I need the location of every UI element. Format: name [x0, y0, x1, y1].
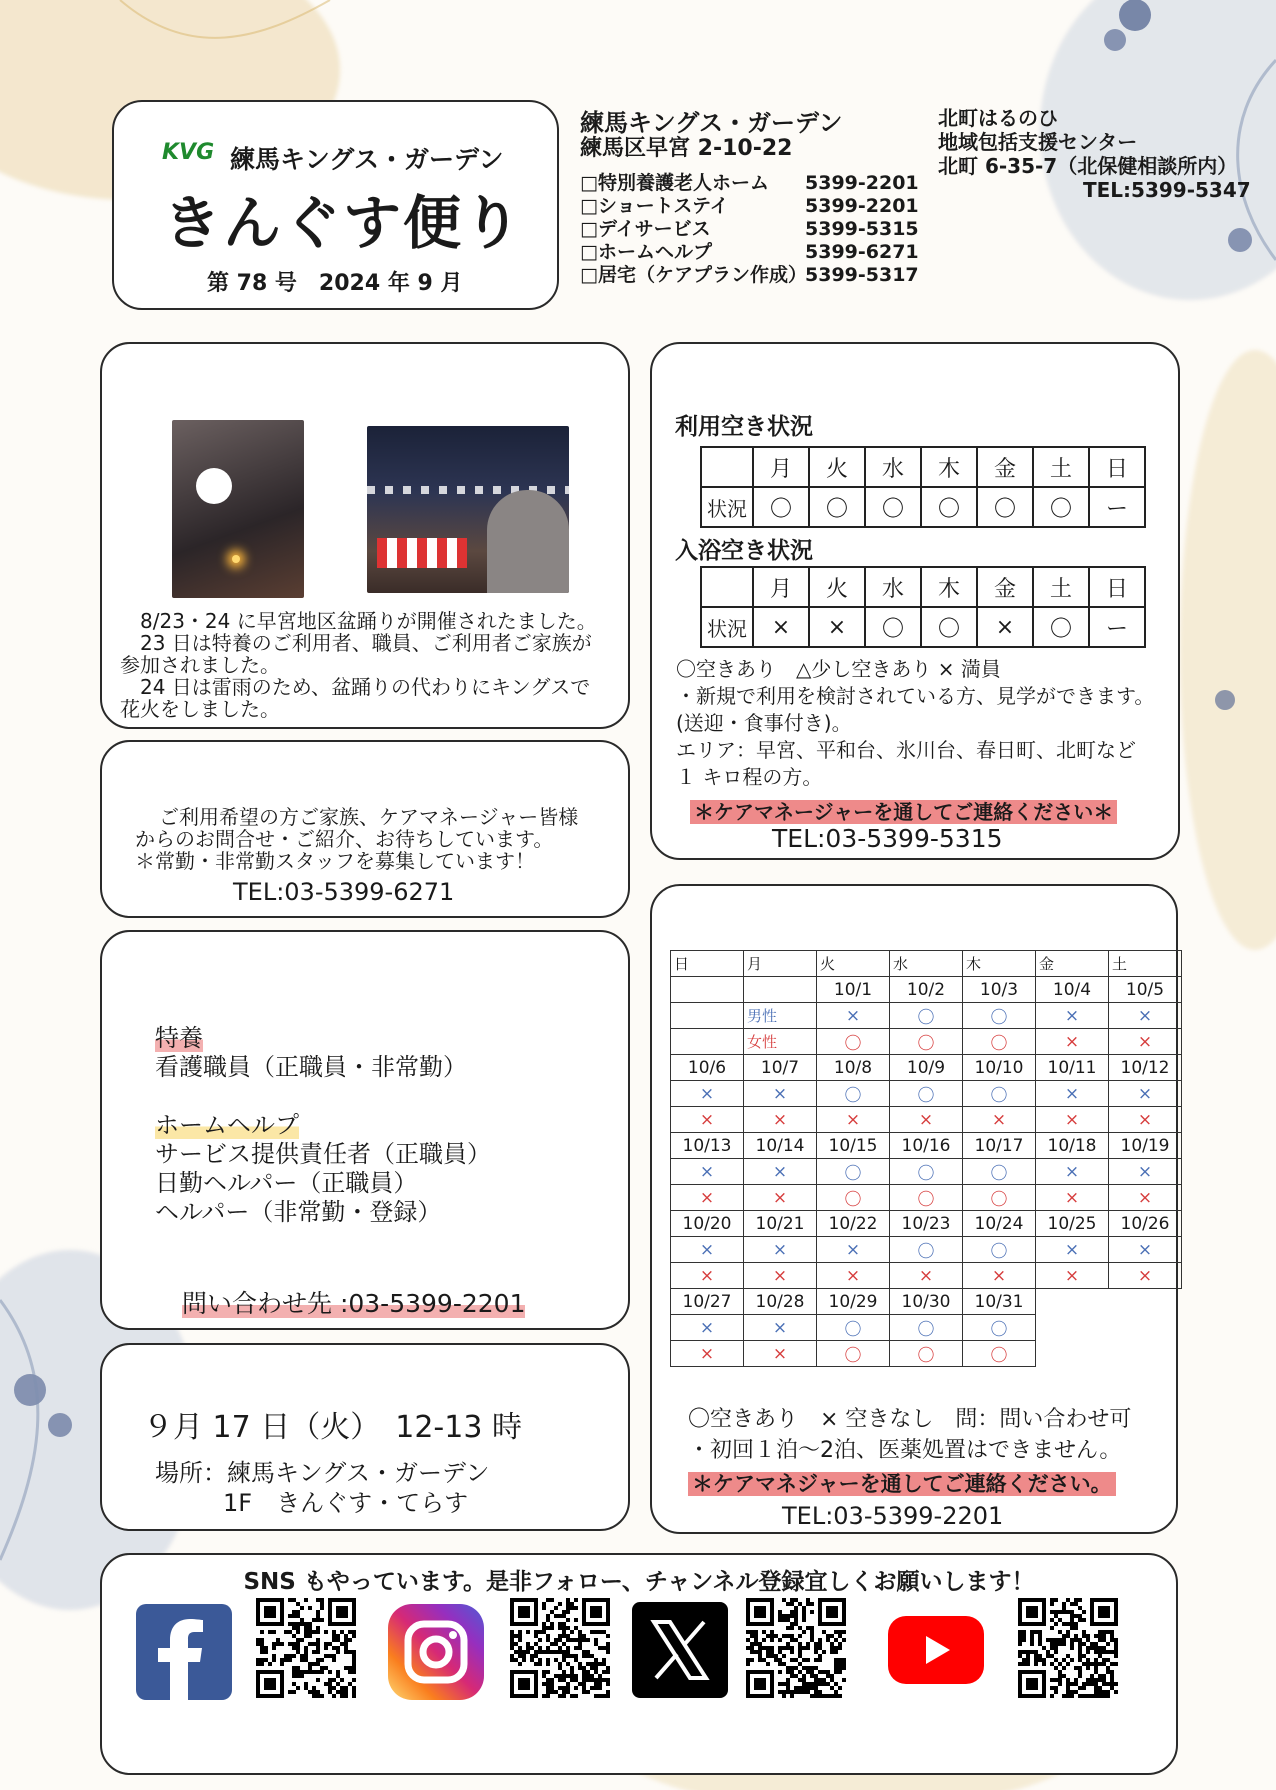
female-cell: × — [1036, 1185, 1109, 1211]
male-cell: × — [1036, 1237, 1109, 1263]
male-cell: × — [1036, 1003, 1109, 1029]
female-cell: × — [963, 1107, 1036, 1133]
bon-para-4: 24 日は雷雨のため、盆踊りの代わりにキングスで — [140, 675, 591, 699]
support-center — [938, 106, 1251, 202]
contact-lines — [580, 172, 919, 287]
male-cell: × — [671, 1237, 744, 1263]
date-cell: 10/14 — [744, 1133, 817, 1159]
date-cell: 10/15 — [817, 1133, 890, 1159]
male-row — [671, 1003, 1182, 1029]
female-cell: × — [1036, 1107, 1109, 1133]
bath-availability-label: 入浴空き状況 — [675, 538, 813, 564]
shortstay-calendar — [670, 950, 1182, 1367]
photo-festival — [367, 426, 569, 593]
contact-line-tel: 5399-5315 — [805, 218, 919, 240]
staff-heading-tokuyou: 特養 — [155, 1024, 203, 1052]
staff-item-manager: サービス提供責任者（正職員） — [155, 1140, 491, 1168]
day-legend: 〇空きあり △少し空きあり × 満員 — [676, 657, 1001, 681]
female-row — [671, 1263, 1182, 1289]
date-cell: 10/12 — [1109, 1055, 1182, 1081]
date-cell: 10/30 — [890, 1289, 963, 1315]
dayservice-notes — [676, 656, 1154, 791]
male-cell: × — [671, 1315, 744, 1341]
shortstay-notes — [688, 1404, 1131, 1466]
female-cell: × — [744, 1263, 817, 1289]
female-cell: × — [817, 1263, 890, 1289]
contact-address: 練馬区早宮 2-10-22 — [580, 136, 793, 161]
org-name: 練馬キングス・ガーデン — [230, 145, 504, 174]
date-cell: 10/16 — [890, 1133, 963, 1159]
date-cell: 10/18 — [1036, 1133, 1109, 1159]
date-cell: 10/13 — [671, 1133, 744, 1159]
date-cell: 10/23 — [890, 1211, 963, 1237]
contact-line-label: □特別養護老人ホーム — [580, 172, 769, 194]
male-cell: 〇 — [817, 1081, 890, 1107]
male-cell: 〇 — [890, 1315, 963, 1341]
female-row — [671, 1341, 1182, 1367]
female-cell: × — [744, 1341, 817, 1367]
shop-date: ９月 17 日（火） 12-13 時 — [143, 1410, 522, 1445]
homehelp-text — [135, 806, 578, 872]
bon-para-5: 花火をしました。 — [120, 697, 280, 721]
contact-name: 練馬キングス・ガーデン — [580, 109, 843, 137]
day-header-row: 月 火 水 木 金 土 日 — [701, 567, 1145, 607]
date-cell: 10/26 — [1109, 1211, 1182, 1237]
date-cell: 10/7 — [744, 1055, 817, 1081]
date-cell: 10/28 — [744, 1289, 817, 1315]
short-legend: 〇空きあり × 空きなし 問：問い合わせ可 — [688, 1407, 1132, 1432]
bon-para-2: 23 日は特養のご利用者、職員、ご利用者ご家族が — [140, 631, 592, 655]
male-cell: × — [1036, 1081, 1109, 1107]
date-cell: 10/19 — [1109, 1133, 1182, 1159]
facebook-qr-code[interactable] — [256, 1598, 356, 1698]
male-row — [671, 1081, 1182, 1107]
date-cell — [671, 977, 744, 1003]
male-cell: × — [671, 1081, 744, 1107]
male-cell: × — [1109, 1159, 1182, 1185]
female-row — [671, 1185, 1182, 1211]
date-cell: 10/9 — [890, 1055, 963, 1081]
day-note-3: エリア：早宮、平和台、氷川台、春日町、北町など — [676, 738, 1136, 762]
youtube-icon[interactable] — [888, 1616, 984, 1684]
issue-number: 第 78 号 2024 年 9 月 — [207, 271, 463, 296]
male-row — [671, 1315, 1182, 1341]
use-availability-table — [700, 446, 1146, 528]
male-cell: × — [817, 1237, 890, 1263]
male-cell: 〇 — [817, 1159, 890, 1185]
contact-line-tel: 5399-2201 — [805, 172, 919, 194]
male-cell: 〇 — [890, 1081, 963, 1107]
male-cell: 〇 — [963, 1003, 1036, 1029]
instagram-icon[interactable] — [388, 1604, 484, 1700]
instagram-qr-code[interactable] — [510, 1598, 610, 1698]
center-line2: 地域包括支援センター — [938, 130, 1138, 154]
contact-line-tel: 5399-2201 — [805, 195, 919, 217]
use-availability-label: 利用空き状況 — [675, 414, 813, 440]
weekday-cell: 土 — [1109, 951, 1182, 977]
male-cell: × — [1109, 1081, 1182, 1107]
shop-place-1: 場所：練馬キングス・ガーデン — [155, 1459, 490, 1487]
homehelp-tel: TEL:03-5399-6271 — [233, 878, 455, 906]
female-cell: 〇 — [963, 1185, 1036, 1211]
female-cell: 〇 — [963, 1341, 1036, 1367]
date-cell: 10/17 — [963, 1133, 1036, 1159]
contact-line-tel: 5399-5317 — [805, 264, 919, 286]
female-cell: × — [1109, 1263, 1182, 1289]
male-cell: × — [744, 1081, 817, 1107]
staff-item-day-helper: 日勤ヘルパー（正職員） — [155, 1169, 418, 1197]
male-cell — [671, 1003, 744, 1029]
date-row — [671, 1133, 1182, 1159]
female-cell: 女性 — [744, 1029, 817, 1055]
day-note-4: １ キロ程の方。 — [676, 765, 823, 789]
female-cell: × — [1109, 1107, 1182, 1133]
short-caremanager-note: ＊ケアマネジャーを通してご連絡ください。 — [688, 1472, 1116, 1496]
female-cell: 〇 — [890, 1185, 963, 1211]
use-status-row: 状況 〇 〇 〇 〇 〇 〇 ー — [701, 487, 1145, 527]
female-cell: 〇 — [817, 1029, 890, 1055]
contact-line — [580, 172, 919, 195]
date-cell: 10/27 — [671, 1289, 744, 1315]
x-icon[interactable] — [632, 1602, 728, 1698]
weekday-cell: 日 — [671, 951, 744, 977]
female-cell: × — [671, 1263, 744, 1289]
female-cell: × — [890, 1263, 963, 1289]
female-cell: × — [1036, 1263, 1109, 1289]
male-cell: 〇 — [963, 1315, 1036, 1341]
date-cell: 10/25 — [1036, 1211, 1109, 1237]
weekday-header-row — [671, 951, 1182, 977]
homehelp-line-2: からのお問合せ・ご紹介、お待ちしています。 — [135, 827, 554, 851]
date-cell: 10/6 — [671, 1055, 744, 1081]
female-cell: × — [671, 1185, 744, 1211]
female-cell: 〇 — [890, 1341, 963, 1367]
female-cell: × — [671, 1107, 744, 1133]
homehelp-line-1: ご利用希望の方ご家族、ケアマネージャー皆様 — [159, 805, 579, 829]
male-cell: 〇 — [890, 1003, 963, 1029]
bath-availability-table — [700, 566, 1146, 648]
weekday-cell: 月 — [744, 951, 817, 977]
male-row — [671, 1159, 1182, 1185]
newsletter-title: きんぐす便り — [163, 189, 524, 257]
dayservice-tel: TEL:03-5399-5315 — [772, 824, 1003, 853]
date-cell: 10/5 — [1109, 977, 1182, 1003]
date-cell: 10/4 — [1036, 977, 1109, 1003]
female-row — [671, 1107, 1182, 1133]
weekday-cell: 火 — [817, 951, 890, 977]
female-cell: 〇 — [890, 1029, 963, 1055]
contact-line-label: □居宅（ケアプラン作成） — [580, 264, 807, 286]
female-cell: 〇 — [817, 1185, 890, 1211]
shop-place-2: 1F きんぐす・てらす — [223, 1489, 469, 1517]
face-cover-icon — [196, 468, 232, 504]
weekday-cell: 金 — [1036, 951, 1109, 977]
date-cell: 10/1 — [817, 977, 890, 1003]
contact-line — [580, 195, 919, 218]
logo: KVG — [162, 140, 215, 165]
shortstay-tel: TEL:03-5399-2201 — [782, 1502, 1004, 1530]
female-cell — [671, 1029, 744, 1055]
contact-line-label: □デイサービス — [580, 218, 711, 240]
staff-heading-homehelp: ホームヘルプ — [155, 1111, 299, 1139]
contact-line — [580, 218, 919, 241]
center-line3: 北町 6-35-7（北保健相談所内） — [938, 154, 1238, 178]
bon-text — [120, 610, 620, 720]
male-row — [671, 1237, 1182, 1263]
male-cell: 〇 — [963, 1237, 1036, 1263]
x-qr-code[interactable] — [746, 1598, 846, 1698]
contact-line-label: □ホームヘルプ — [580, 241, 712, 263]
date-row — [671, 1289, 1182, 1315]
weekday-cell: 水 — [890, 951, 963, 977]
date-cell: 10/10 — [963, 1055, 1036, 1081]
male-cell: 〇 — [890, 1159, 963, 1185]
male-cell: × — [671, 1159, 744, 1185]
bon-para-1: 8/23・24 に早宮地区盆踊りが開催されたました。 — [140, 609, 597, 633]
date-cell — [744, 977, 817, 1003]
male-cell: 〇 — [890, 1237, 963, 1263]
bath-status-row: 状況 × × 〇 〇 × 〇 ー — [701, 607, 1145, 647]
date-cell: 10/21 — [744, 1211, 817, 1237]
male-cell: 男性 — [744, 1003, 817, 1029]
short-note: ・初回１泊～2泊、医薬処置はできません。 — [688, 1438, 1122, 1463]
male-cell: × — [744, 1237, 817, 1263]
date-cell: 10/3 — [963, 977, 1036, 1003]
male-cell: × — [744, 1159, 817, 1185]
female-cell: × — [744, 1185, 817, 1211]
date-cell: 10/22 — [817, 1211, 890, 1237]
male-cell: × — [1109, 1237, 1182, 1263]
contact-block — [580, 110, 919, 287]
contact-line — [580, 264, 919, 287]
date-cell: 10/24 — [963, 1211, 1036, 1237]
date-cell: 10/2 — [890, 977, 963, 1003]
female-cell: × — [744, 1107, 817, 1133]
male-cell: × — [817, 1003, 890, 1029]
male-cell: 〇 — [817, 1315, 890, 1341]
center-tel: TEL:5399-5347 — [1083, 178, 1251, 202]
male-cell: × — [1036, 1159, 1109, 1185]
female-cell: × — [1036, 1029, 1109, 1055]
staff-item-helper: ヘルパー（非常勤・登録） — [155, 1198, 442, 1226]
photo-wheelchair — [172, 420, 304, 598]
contact-line-tel: 5399-6271 — [805, 241, 919, 263]
female-cell: × — [817, 1107, 890, 1133]
day-header-row: 月 火 水 木 金 土 日 — [701, 447, 1145, 487]
sns-text: SNS もやっています。是非フォロー、チャンネル登録宜しくお願いします！ — [243, 1569, 1035, 1595]
staff-contact: 問い合わせ先 :03-5399-2201 — [182, 1289, 526, 1318]
contact-line — [580, 241, 919, 264]
female-cell: × — [671, 1341, 744, 1367]
male-cell: × — [744, 1315, 817, 1341]
contact-line-label: □ショートステイ — [580, 195, 729, 217]
date-cell: 10/29 — [817, 1289, 890, 1315]
day-note-1: ・新規で利用を検討されている方、見学ができます。 — [676, 684, 1155, 708]
youtube-qr-code[interactable] — [1018, 1598, 1118, 1698]
day-note-2: (送迎・食事付き)。 — [676, 711, 852, 735]
male-cell: 〇 — [963, 1081, 1036, 1107]
homehelp-line-3: ＊常勤・非常勤スタッフを募集しています！ — [135, 849, 535, 873]
date-cell: 10/11 — [1036, 1055, 1109, 1081]
date-cell: 10/31 — [963, 1289, 1036, 1315]
staff-item-nurse: 看護職員（正職員・非常勤） — [155, 1053, 467, 1081]
facebook-icon[interactable] — [136, 1604, 232, 1700]
day-caremanager-note: ＊ケアマネージャーを通してご連絡ください＊ — [690, 800, 1117, 824]
male-cell: × — [1109, 1003, 1182, 1029]
date-cell: 10/8 — [817, 1055, 890, 1081]
female-cell: × — [963, 1263, 1036, 1289]
date-cell: 10/20 — [671, 1211, 744, 1237]
date-row — [671, 1211, 1182, 1237]
date-row — [671, 977, 1182, 1003]
male-cell: 〇 — [963, 1159, 1036, 1185]
date-row — [671, 1055, 1182, 1081]
female-cell: 〇 — [963, 1029, 1036, 1055]
female-cell: × — [1109, 1185, 1182, 1211]
weekday-cell: 木 — [963, 951, 1036, 977]
center-line1: 北町はるのひ — [938, 106, 1058, 130]
bon-para-3: 参加されました。 — [120, 653, 280, 677]
staff-list — [155, 1024, 491, 1227]
female-cell: × — [1109, 1029, 1182, 1055]
female-row — [671, 1029, 1182, 1055]
female-cell: 〇 — [817, 1341, 890, 1367]
female-cell: × — [890, 1107, 963, 1133]
